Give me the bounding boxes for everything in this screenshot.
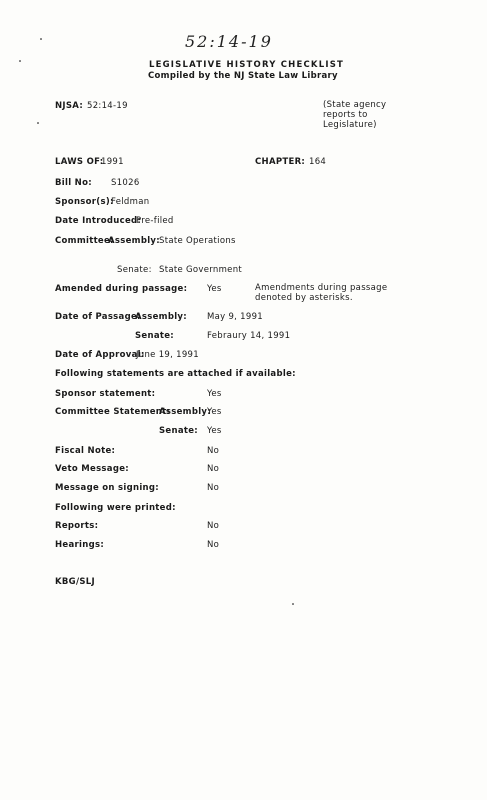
passage-senate-label: Senate: — [135, 331, 175, 341]
hearings-value: No — [207, 540, 220, 550]
veto-message-value: No — [207, 464, 220, 474]
passage-assembly-value: May 9, 1991 — [207, 312, 264, 322]
hearings-label: Hearings: — [55, 540, 105, 550]
amended-label: Amended during passage: — [55, 284, 188, 294]
sponsor-statement-value: Yes — [207, 389, 222, 399]
scan-speck — [40, 38, 42, 40]
reports-label: Reports: — [55, 521, 99, 531]
committee-statement-assembly-label: Assembly: — [159, 407, 211, 417]
njsa-note-line-1: (State agency — [323, 100, 387, 110]
scan-speck — [19, 60, 21, 62]
njsa-note-line-3: Legislature) — [323, 120, 377, 130]
laws-of-value: 1991 — [101, 157, 124, 167]
njsa-value: 52:14-19 — [87, 101, 128, 111]
committee-statement-assembly-value: Yes — [207, 407, 222, 417]
njsa-label: NJSA: — [55, 101, 84, 111]
handwritten-citation: 52:14-19 — [185, 32, 273, 51]
passage-assembly-label: Assembly: — [135, 312, 187, 322]
sponsor-statement-label: Sponsor statement: — [55, 389, 156, 399]
scan-speck — [292, 603, 294, 605]
committee-statement-label: Committee Statement: — [55, 407, 171, 417]
checklist-subtitle: Compiled by the NJ State Law Library — [148, 71, 338, 81]
committee-assembly-value: State Operations — [159, 236, 236, 246]
chapter-label: CHAPTER: — [255, 157, 306, 167]
committee-senate-value: State Government — [159, 265, 243, 275]
committee-statement-senate-label: Senate: — [159, 426, 199, 436]
statements-header: Following statements are attached if available: — [55, 369, 296, 379]
scan-speck — [37, 122, 39, 124]
printed-header: Following were printed: — [55, 503, 176, 513]
fiscal-note-value: No — [207, 446, 220, 456]
amended-value: Yes — [207, 284, 222, 294]
bill-no-label: Bill No: — [55, 178, 92, 188]
fiscal-note-label: Fiscal Note: — [55, 446, 116, 456]
committee-statement-senate-value: Yes — [207, 426, 222, 436]
sponsors-value: Feldman — [111, 197, 150, 207]
njsa-note-line-2: reports to — [323, 110, 368, 120]
veto-message-label: Veto Message: — [55, 464, 129, 474]
date-of-approval-label: Date of Approval: — [55, 350, 145, 360]
date-introduced-label: Date Introduced: — [55, 216, 142, 226]
laws-of-label: LAWS OF: — [55, 157, 104, 167]
amended-note-line-2: denoted by asterisks. — [255, 293, 353, 303]
amended-note-line-1: Amendments during passage — [255, 283, 388, 293]
initials: KBG/SLJ — [55, 577, 95, 587]
committee-assembly-label: Assembly: — [108, 236, 160, 246]
date-of-passage-label: Date of Passage: — [55, 312, 141, 322]
date-of-approval-value: June 19, 1991 — [136, 350, 199, 360]
committee-senate-label: Senate: — [117, 265, 152, 275]
checklist-title: LEGISLATIVE HISTORY CHECKLIST — [149, 60, 345, 70]
committee-label: Committee: — [55, 236, 114, 246]
chapter-value: 164 — [309, 157, 327, 167]
passage-senate-value: Febraury 14, 1991 — [207, 331, 291, 341]
reports-value: No — [207, 521, 220, 531]
message-on-signing-label: Message on signing: — [55, 483, 159, 493]
sponsors-label: Sponsor(s): — [55, 197, 114, 207]
date-introduced-value: Pre-filed — [136, 216, 174, 226]
message-on-signing-value: No — [207, 483, 220, 493]
bill-no-value: S1026 — [111, 178, 140, 188]
